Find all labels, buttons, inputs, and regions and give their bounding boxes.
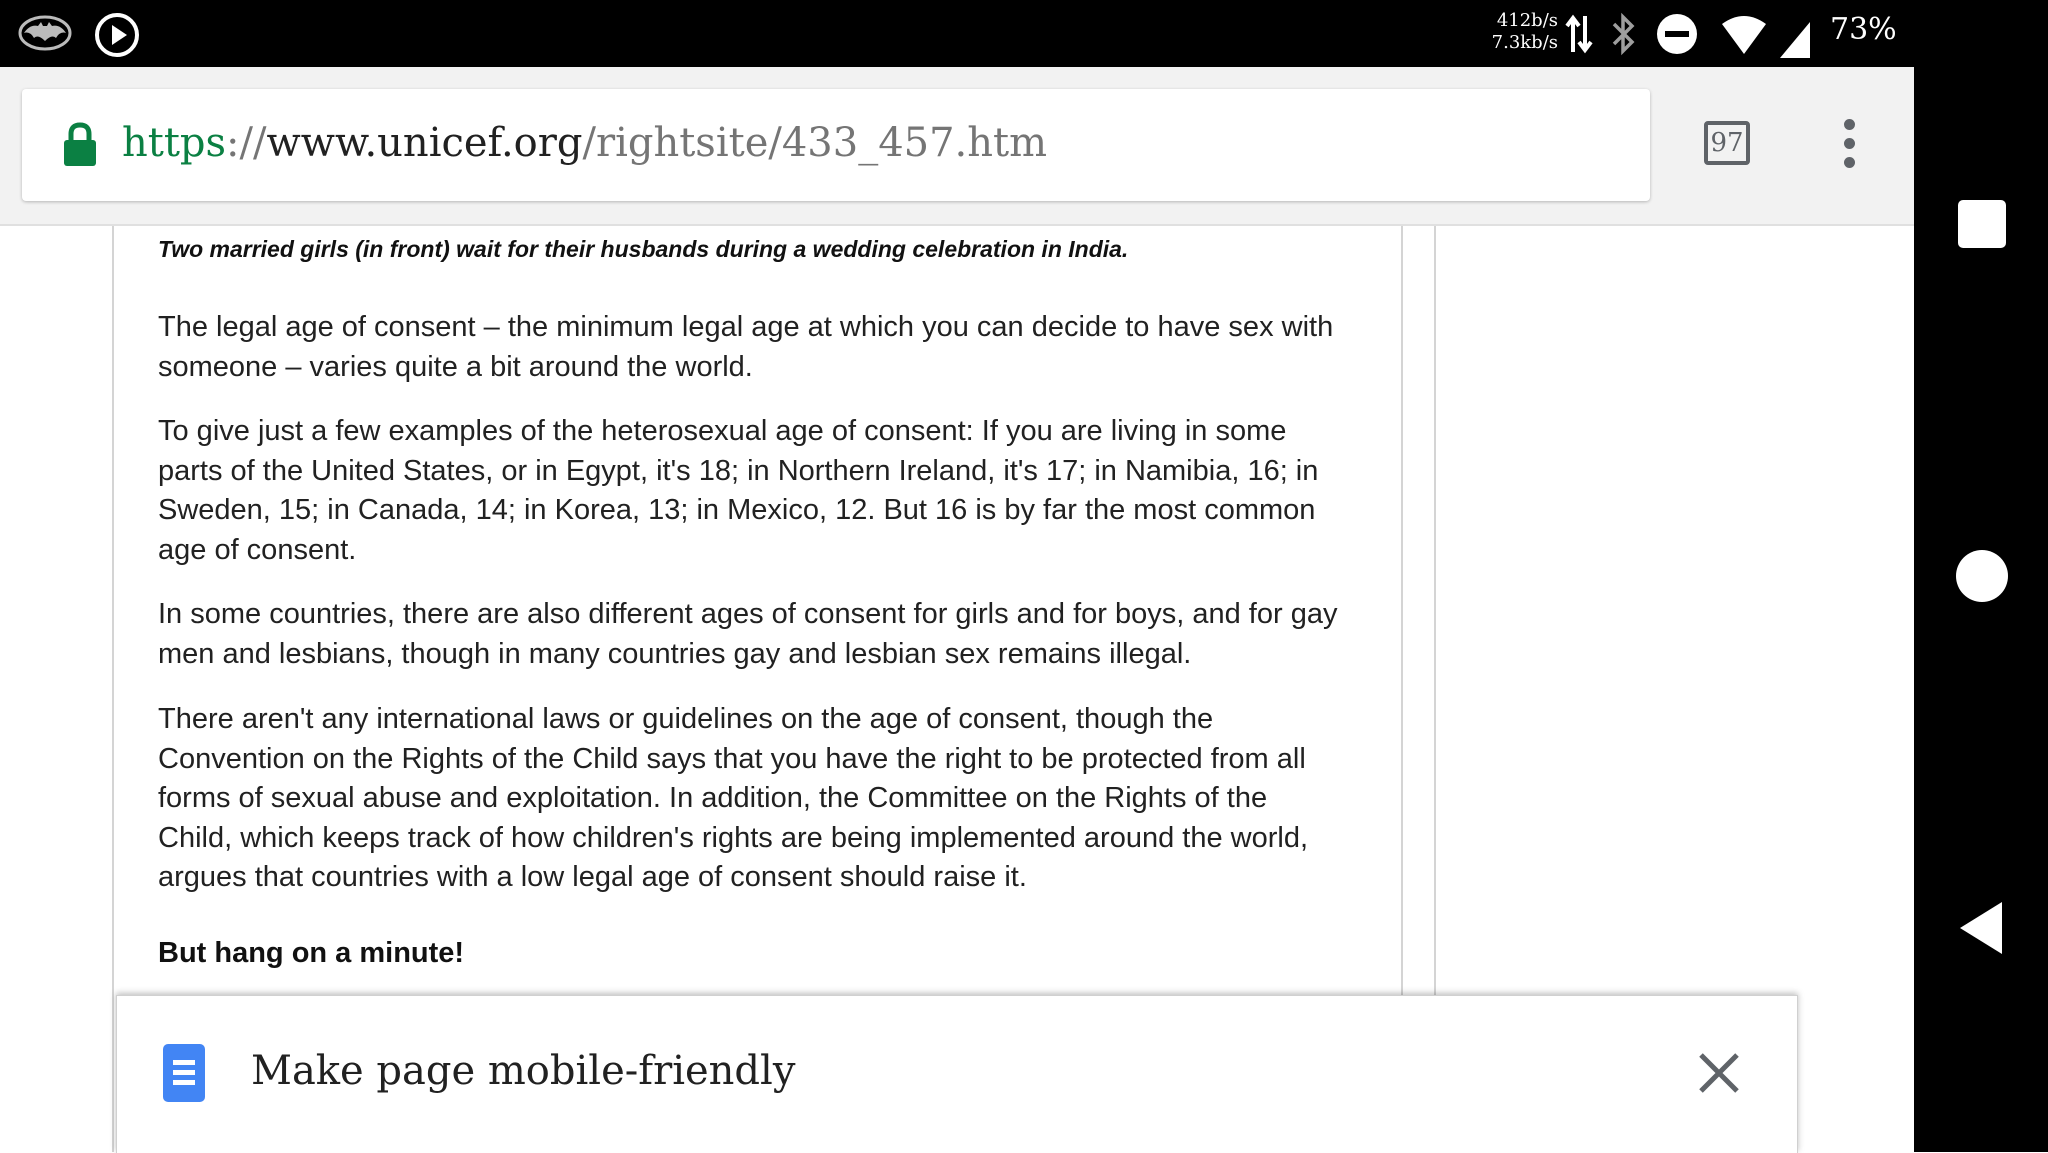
back-button[interactable] xyxy=(1958,900,2006,956)
menu-dot xyxy=(1844,138,1855,149)
navigation-bar xyxy=(1914,0,2048,1152)
url-scheme: https xyxy=(122,120,227,166)
status-bar xyxy=(0,0,1914,67)
bluetooth-icon xyxy=(1608,12,1638,56)
batman-icon xyxy=(18,14,72,52)
close-icon[interactable] xyxy=(1697,1051,1741,1095)
address-bar[interactable] xyxy=(22,89,1650,201)
download-speed: 7.3kb/s xyxy=(1491,32,1558,53)
wifi-icon xyxy=(1722,16,1766,56)
menu-dot xyxy=(1844,157,1855,168)
infobar-label[interactable]: Make page mobile-friendly xyxy=(251,1048,796,1094)
browser-toolbar xyxy=(0,67,1914,226)
url-text[interactable] xyxy=(122,113,1047,173)
play-icon xyxy=(94,12,140,58)
article-paragraph: In some countries, there are also different ages of consent for girls and for boys, and for gay men and lesbians, though in many countries gay and lesbian sex remains illegal. xyxy=(158,598,1338,670)
battery-percentage: 73% xyxy=(1830,12,1897,47)
recents-button[interactable] xyxy=(1958,200,2006,248)
article-subheading: But hang on a minute! xyxy=(158,937,465,969)
tab-switcher-button[interactable]: 97 xyxy=(1704,121,1750,165)
network-speed xyxy=(1488,10,1558,54)
article-paragraph: There aren't any international laws or guidelines on the age of consent, though the Convention on the Rights of the Child says that you have the right to be protected from all forms of sexual abuse and exploitation. In addition, the Committee on the Rights of the Child, which keeps track of how children's rights are being implemented around the world, argues that countries with a low legal age of consent should raise it. xyxy=(158,703,1309,893)
lock-icon xyxy=(62,121,98,167)
upload-speed: 412b/s xyxy=(1496,10,1558,31)
mobile-friendly-infobar[interactable] xyxy=(116,995,1798,1153)
home-button[interactable] xyxy=(1956,550,2008,602)
document-icon xyxy=(163,1044,205,1102)
do-not-disturb-icon xyxy=(1656,13,1698,55)
menu-dot xyxy=(1844,119,1855,130)
overflow-menu-button[interactable] xyxy=(1832,119,1866,175)
article-paragraph: The legal age of consent – the minimum legal age at which you can decide to have sex with someone – varies quite a bit around the world. xyxy=(158,311,1334,383)
url-separator: :// xyxy=(226,120,267,166)
url-path: /rightsite/433_457.htm xyxy=(582,120,1048,166)
url-host: www.unicef.org xyxy=(266,120,583,166)
data-arrows-icon xyxy=(1564,12,1594,56)
signal-icon xyxy=(1780,22,1810,58)
article-paragraph: To give just a few examples of the heterosexual age of consent: If you are living in some parts of the United States, or in Egypt, it's 18; in Northern Ireland, it's 17; in Namibia, 16; in Sweden, 15; in Canada, 14; in Korea, 13; in Mexico, 12. But 16 is by far the most common age of consent. xyxy=(158,415,1319,566)
image-caption: Two married girls (in front) wait for their husbands during a wedding celebration in India. xyxy=(158,236,1129,262)
